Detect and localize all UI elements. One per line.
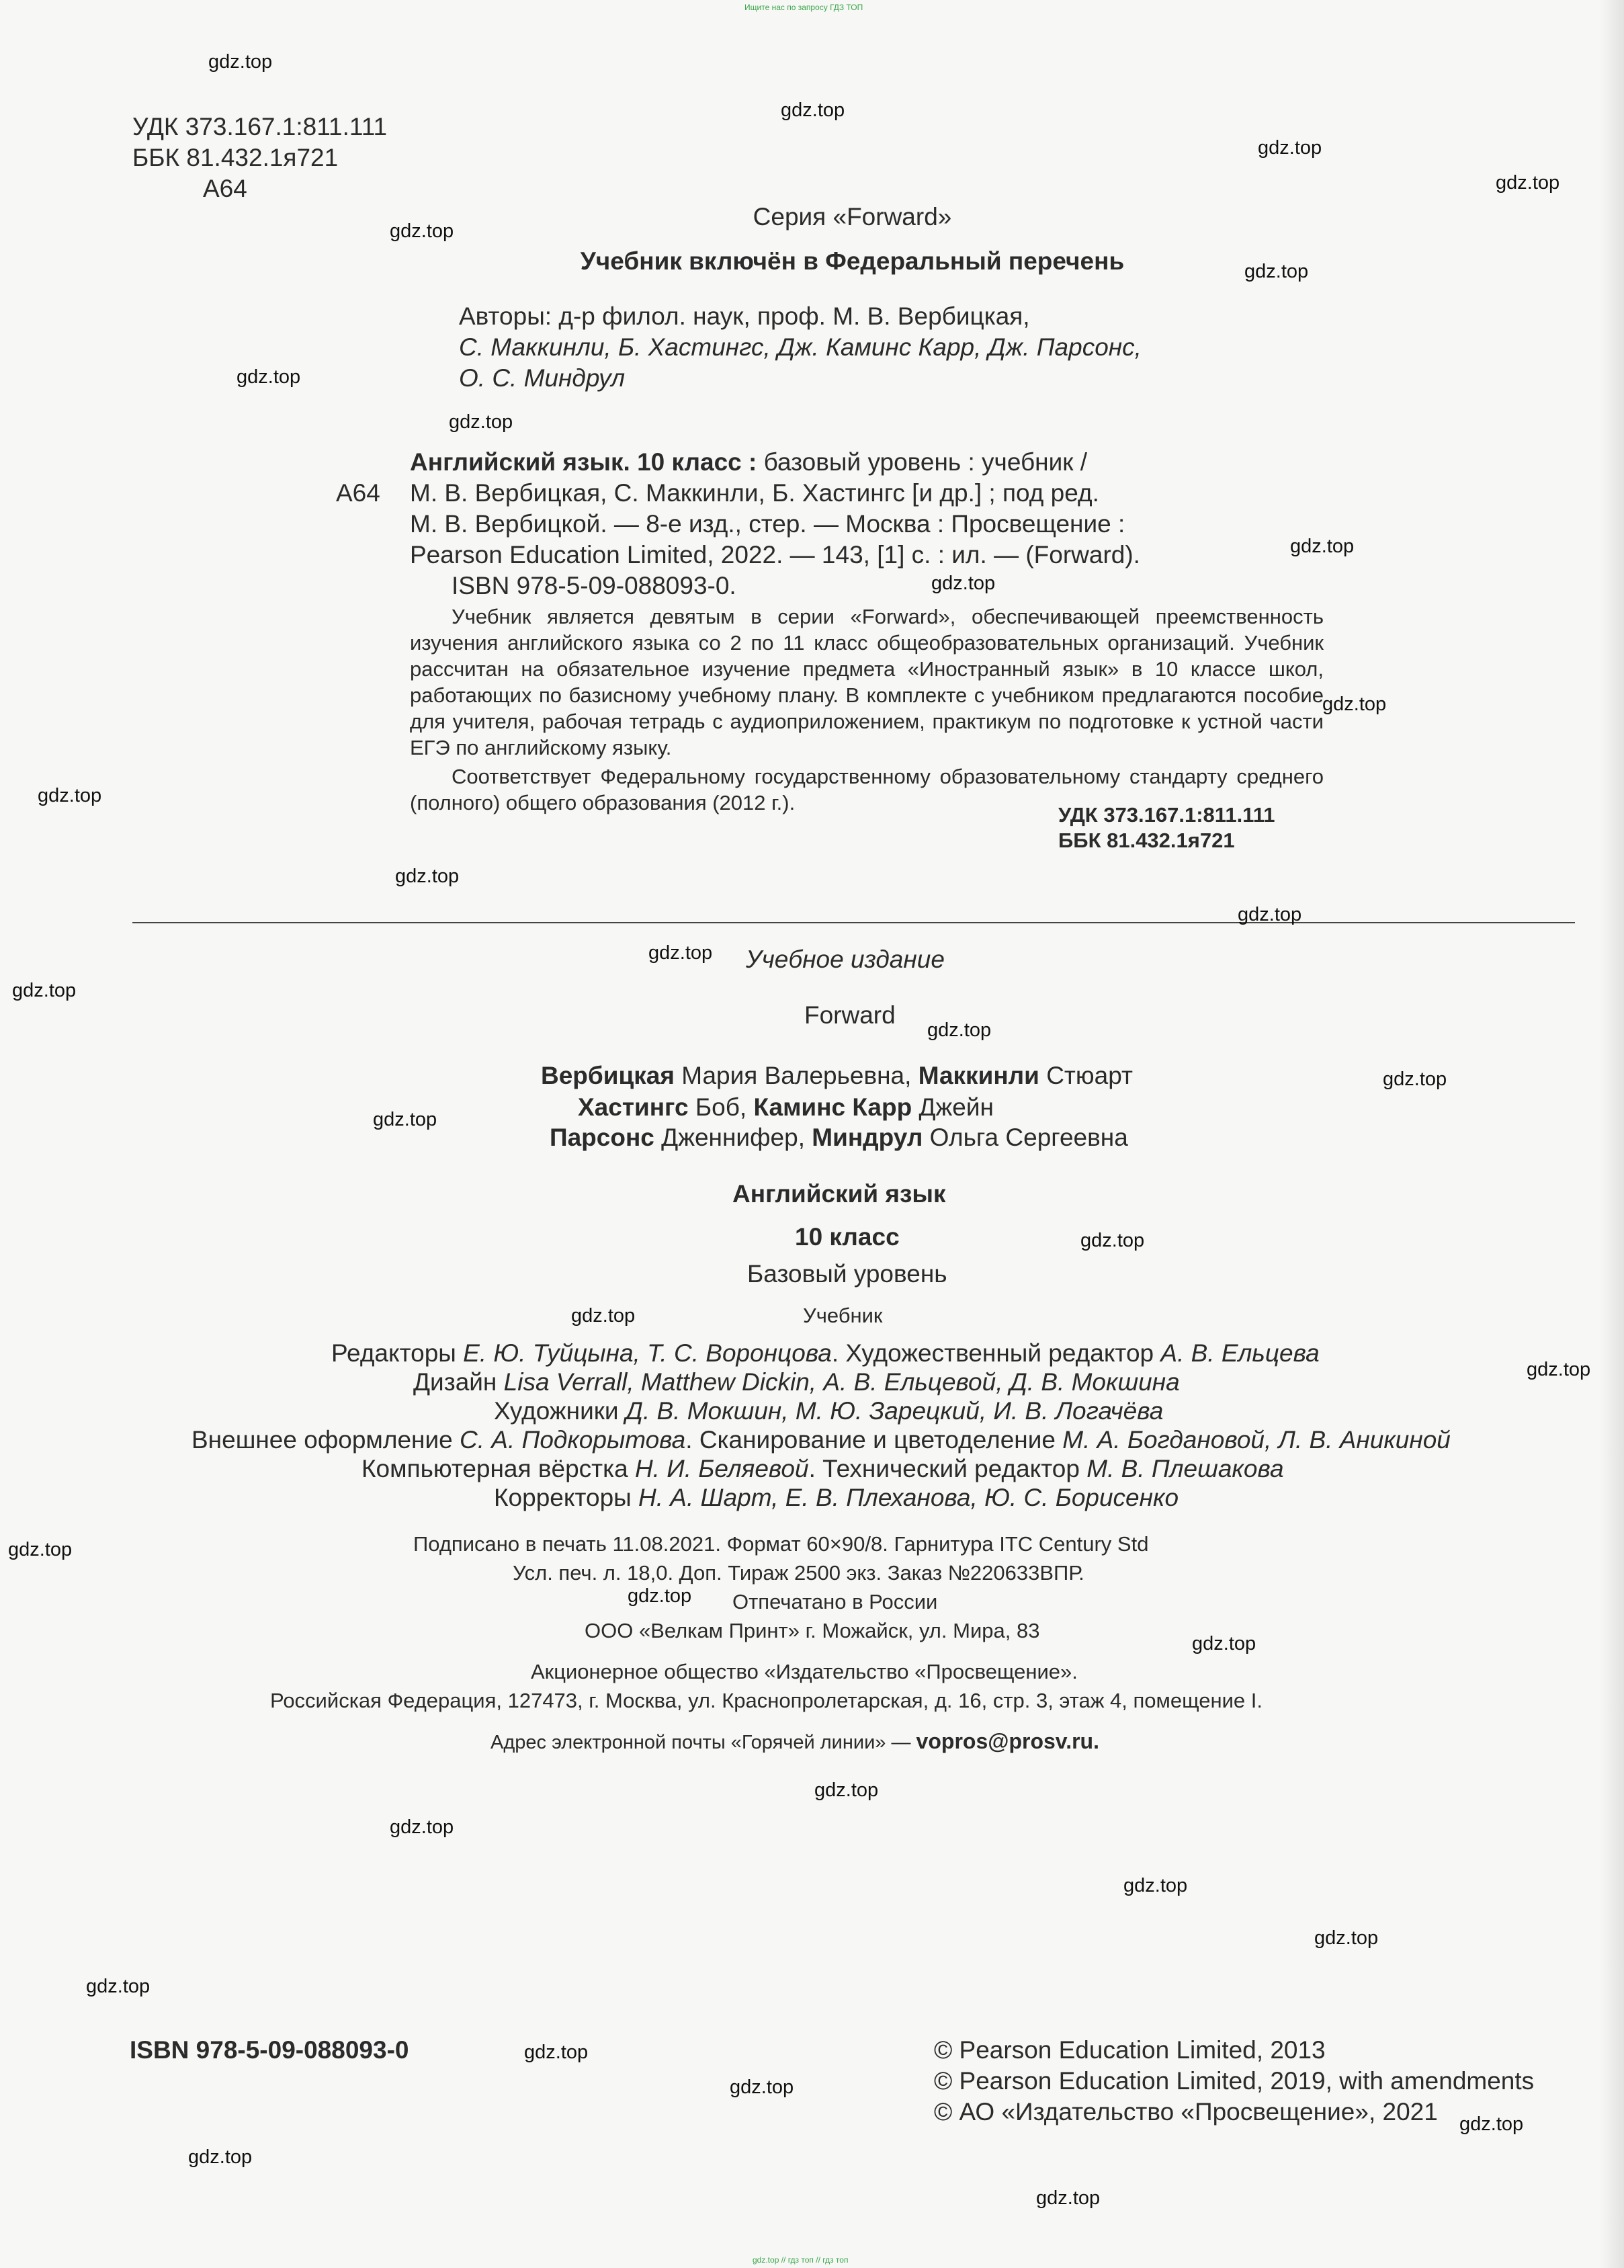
colophon-subject: Английский язык bbox=[732, 1180, 946, 1208]
watermark: gdz.top bbox=[1322, 694, 1387, 715]
email-label: Адрес электронной почты «Горячей линии» — bbox=[490, 1732, 916, 1753]
copyright-1: © Pearson Education Limited, 2013 bbox=[934, 2036, 1326, 2064]
watermark: gdz.top bbox=[188, 2146, 253, 2168]
watermark: gdz.top bbox=[1238, 904, 1302, 925]
watermark: gdz.top bbox=[1527, 1359, 1591, 1380]
bib-line-2: М. В. Вербицкая, С. Маккинли, Б. Хастингс [и др.] ; под ред. bbox=[410, 479, 1099, 507]
watermark: gdz.top bbox=[390, 220, 454, 242]
author-name: Боб, bbox=[688, 1093, 754, 1121]
credit-names: Lisa Verrall, Matthew Dickin, А. В. Ельцевой, Д. В. Мокшина bbox=[503, 1368, 1180, 1396]
bib-title-rest: базовый уровень : учебник / bbox=[763, 448, 1088, 476]
page-edge-shadow bbox=[1600, 0, 1624, 2268]
watermark: gdz.top bbox=[648, 942, 713, 964]
colophon-kind: Учебник bbox=[803, 1304, 883, 1327]
credit-role: Компьютерная вёрстка bbox=[361, 1455, 635, 1482]
separator-rule bbox=[132, 922, 1575, 923]
credits-editors bbox=[331, 1338, 1320, 1369]
watermark: gdz.top bbox=[373, 1109, 437, 1130]
hotline-email bbox=[490, 1729, 1099, 1755]
author-surname: Хастингс bbox=[578, 1093, 689, 1121]
credits-design bbox=[413, 1367, 1180, 1398]
author-surname: Вербицкая bbox=[541, 1062, 675, 1089]
author-surname: Парсонс bbox=[550, 1124, 654, 1151]
author-surname: Каминс Карр bbox=[753, 1093, 912, 1121]
credit-names: Н. И. Беляевой bbox=[634, 1455, 809, 1482]
credit-names: Д. В. Мокшин, М. Ю. Зарецкий, И. В. Логачёва bbox=[625, 1397, 1164, 1425]
print-info-4: ООО «Велкам Принт» г. Можайск, ул. Мира, 83 bbox=[585, 1619, 1040, 1642]
watermark: gdz.top bbox=[390, 1816, 454, 1838]
credit-role: . Художественный редактор bbox=[831, 1339, 1161, 1367]
credit-names: М. В. Плешакова bbox=[1086, 1455, 1284, 1482]
publisher-line-2: Российская Федерация, 127473, г. Москва, ул. Краснопролетарская, д. 16, стр. 3, этаж 4, помещение I. bbox=[270, 1689, 1263, 1712]
email-address: vopros@prosv.ru. bbox=[916, 1729, 1099, 1753]
annotation-udk: УДК 373.167.1:811.111 bbox=[1058, 803, 1275, 827]
watermark: gdz.top bbox=[814, 1779, 879, 1801]
header-bbk: ББК 81.432.1я721 bbox=[132, 144, 339, 171]
watermark: gdz.top bbox=[1496, 172, 1560, 194]
credits-proofreaders bbox=[494, 1482, 1179, 1513]
bib-isbn: ISBN 978-5-09-088093-0. bbox=[452, 572, 736, 599]
author-surname: Миндрул bbox=[812, 1124, 923, 1151]
watermark: gdz.top bbox=[524, 2042, 589, 2063]
watermark: gdz.top bbox=[38, 785, 102, 806]
credit-role: Корректоры bbox=[494, 1484, 639, 1511]
author-name: Ольга Сергеевна bbox=[923, 1124, 1128, 1151]
credits-artists bbox=[494, 1396, 1163, 1427]
colophon-level: Базовый уровень bbox=[747, 1260, 947, 1288]
credit-role: . Сканирование и цветоделение bbox=[685, 1426, 1063, 1454]
header-udk: УДК 373.167.1:811.111 bbox=[132, 113, 388, 140]
watermark: gdz.top bbox=[1244, 261, 1309, 282]
credit-role: . Технический редактор bbox=[808, 1455, 1087, 1482]
watermark: gdz.top bbox=[781, 99, 845, 121]
bib-line-3: М. В. Вербицкой. — 8-е изд., стер. — Москва : Просвещение : bbox=[410, 510, 1125, 538]
watermark: gdz.top bbox=[730, 2076, 794, 2098]
author-surname: Маккинли bbox=[918, 1062, 1039, 1089]
watermark: gdz.top bbox=[1314, 1927, 1379, 1949]
watermark: gdz.top bbox=[628, 1585, 692, 1607]
watermark: gdz.top bbox=[1080, 1230, 1145, 1251]
federal-list-note: Учебник включён в Федеральный перечень bbox=[580, 247, 1125, 275]
credit-names: С. А. Подкорытова bbox=[459, 1426, 686, 1454]
author-name: Джейн bbox=[912, 1093, 994, 1121]
watermark: gdz.top bbox=[1290, 536, 1355, 557]
credit-role: Дизайн bbox=[413, 1368, 504, 1396]
watermark: gdz.top bbox=[237, 366, 301, 388]
author-name: Мария Валерьевна, bbox=[674, 1062, 918, 1089]
colophon-authors-1 bbox=[541, 1060, 1133, 1091]
bib-line-4: Pearson Education Limited, 2022. — 143, [1] с. : ил. — (Forward). bbox=[410, 541, 1140, 569]
bib-line-1 bbox=[410, 447, 1320, 478]
colophon-authors-3 bbox=[550, 1122, 1128, 1153]
credit-role: Внешнее оформление bbox=[191, 1426, 460, 1454]
annotation-paragraph-1: Учебник является девятым в серии «Forward», обеспечивающей преемственность изучения английского языка со 2 по 11 класс общеобразовательных организаций. Учебник рассчитан на обязательное изучение предмета «Иностранный язык» в 10 классе школ, работающих по базисному учебному плану. В комплекте с учебником предлагаются пособие для учителя, рабочая тетрадь с аудиоприложением, практикум по подготовке к устной части ЕГЭ по английскому языку. bbox=[410, 605, 1324, 759]
watermark: gdz.top bbox=[1192, 1633, 1256, 1654]
credit-names: А. В. Ельцева bbox=[1160, 1339, 1320, 1367]
watermark: gdz.top bbox=[1036, 2187, 1101, 2209]
print-info-1: Подписано в печать 11.08.2021. Формат 60×90/8. Гарнитура ITC Century Std bbox=[413, 1532, 1149, 1556]
watermark: gdz.top bbox=[1383, 1068, 1447, 1090]
watermark: gdz.top bbox=[1459, 2113, 1524, 2135]
authors-line-1: Авторы: д-р филол. наук, проф. М. В. Вербицкая, bbox=[459, 302, 1030, 330]
watermark: gdz.top bbox=[1258, 137, 1322, 159]
watermark: gdz.top bbox=[927, 1019, 992, 1041]
authors-line-3: О. С. Миндрул bbox=[459, 364, 626, 392]
print-info-3: Отпечатано в России bbox=[732, 1590, 938, 1613]
watermark: gdz.top bbox=[208, 51, 273, 73]
colophon-series: Forward bbox=[804, 1001, 896, 1029]
watermark: gdz.top bbox=[86, 1976, 151, 1997]
colophon-authors-2 bbox=[578, 1092, 994, 1123]
print-info-2: Усл. печ. л. 18,0. Доп. Тираж 2500 экз. Заказ №220633ВПР. bbox=[513, 1561, 1084, 1585]
watermark: gdz.top bbox=[1123, 1875, 1188, 1896]
header-code: А64 bbox=[203, 175, 247, 202]
watermark: gdz.top bbox=[449, 411, 513, 433]
watermark: gdz.top bbox=[395, 866, 460, 887]
bib-code: А64 bbox=[336, 479, 380, 507]
colophon-grade: 10 класс bbox=[795, 1223, 900, 1251]
annotation-bbk: ББК 81.432.1я721 bbox=[1058, 829, 1235, 852]
author-name: Дженнифер, bbox=[654, 1124, 812, 1151]
publisher-line-1: Акционерное общество «Издательство «Просвещение». bbox=[531, 1660, 1078, 1683]
authors-line-2: С. Маккинли, Б. Хастингс, Дж. Каминс Карр, Дж. Парсонс, bbox=[459, 333, 1142, 361]
series-title: Серия «Forward» bbox=[753, 203, 952, 230]
credit-role: Редакторы bbox=[331, 1339, 464, 1367]
credit-role: Художники bbox=[494, 1397, 626, 1425]
copyright-2: © Pearson Education Limited, 2019, with amendments bbox=[934, 2067, 1535, 2095]
edition-type: Учебное издание bbox=[746, 946, 945, 973]
bottom-notice: gdz.top // гдз топ // гдз топ bbox=[753, 2255, 849, 2265]
watermark: gdz.top bbox=[931, 573, 996, 594]
watermark: gdz.top bbox=[8, 1539, 73, 1560]
copyright-3: © АО «Издательство «Просвещение», 2021 bbox=[934, 2098, 1438, 2126]
footer-isbn: ISBN 978-5-09-088093-0 bbox=[130, 2036, 409, 2064]
author-name: Стюарт bbox=[1039, 1062, 1133, 1089]
credit-names: Н. А. Шарт, Е. В. Плеханова, Ю. С. Борисенко bbox=[638, 1484, 1179, 1511]
watermark: gdz.top bbox=[571, 1305, 636, 1327]
credits-layout bbox=[361, 1454, 1284, 1484]
watermark: gdz.top bbox=[12, 980, 77, 1001]
top-notice: Ищите нас по запросу ГДЗ ТОП bbox=[744, 3, 863, 12]
credit-names: Е. Ю. Туйцына, Т. С. Воронцова bbox=[463, 1339, 832, 1367]
annotation-paragraph-2: Соответствует Федеральному государственному образовательному стандарту среднего (полного) общего образования (2012 г.). bbox=[410, 765, 1324, 814]
annotation bbox=[410, 603, 1324, 816]
bib-title: Английский язык. 10 класс : bbox=[410, 448, 757, 476]
credits-cover bbox=[191, 1425, 1451, 1456]
credit-names: М. А. Богдановой, Л. В. Аникиной bbox=[1062, 1426, 1451, 1454]
